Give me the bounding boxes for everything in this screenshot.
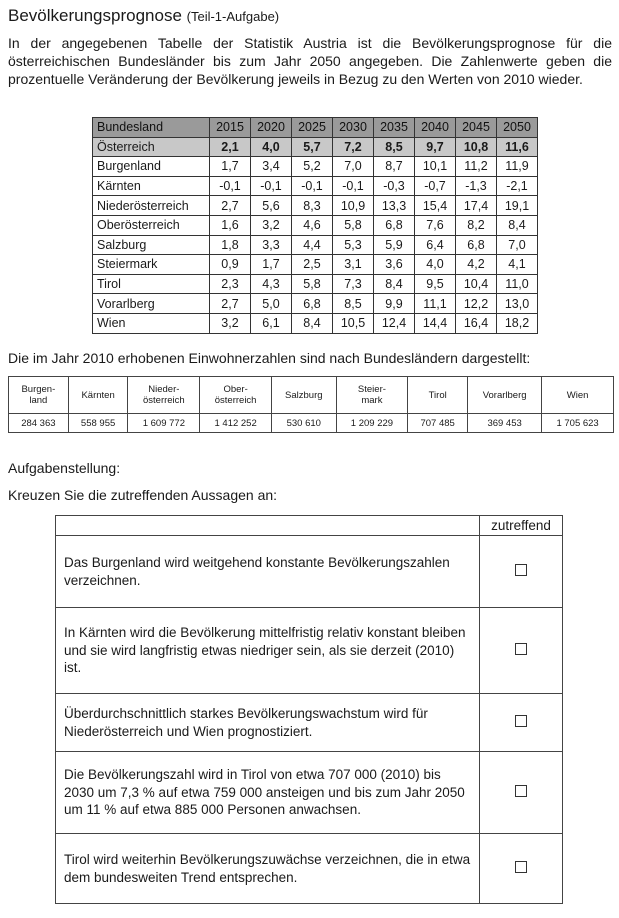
region-name: Burgenland xyxy=(93,157,210,177)
percent-change-cell: 9,9 xyxy=(374,294,415,314)
percent-change-cell: -0,1 xyxy=(210,176,251,196)
percent-change-cell: -0,1 xyxy=(292,176,333,196)
percent-change-cell: 4,0 xyxy=(251,137,292,157)
percent-change-cell: -0,1 xyxy=(333,176,374,196)
population-table xyxy=(8,376,614,433)
population-header-text: Steier- xyxy=(357,384,386,395)
percent-change-cell: 4,3 xyxy=(251,274,292,294)
population-header-text: Ober- xyxy=(223,384,248,395)
population-header xyxy=(272,377,337,414)
percent-change-cell: 8,5 xyxy=(333,294,374,314)
percent-change-cell: 2,7 xyxy=(210,196,251,216)
population-header xyxy=(200,377,272,414)
header-bundesland: Bundesland xyxy=(93,118,210,138)
table-row xyxy=(93,255,538,275)
percent-change-cell: 10,5 xyxy=(333,313,374,333)
percent-change-cell: 11,9 xyxy=(497,157,538,177)
table-row xyxy=(93,235,538,255)
population-header xyxy=(542,377,614,414)
statement-row xyxy=(56,608,563,694)
statement-text: Überdurchschnittlich starkes Bevölkerungswachstum wird für Niederösterreich und Wien prognostiziert. xyxy=(56,694,480,752)
population-header-text: Vorarlberg xyxy=(482,389,527,401)
checkbox-cell xyxy=(480,752,563,834)
percent-change-cell: 7,6 xyxy=(415,215,456,235)
percent-change-cell: 11,0 xyxy=(497,274,538,294)
region-name: Oberösterreich xyxy=(93,215,210,235)
population-header-text: österreich xyxy=(214,395,257,406)
table-row xyxy=(93,274,538,294)
percent-change-cell: -0,7 xyxy=(415,176,456,196)
percent-change-cell: 11,1 xyxy=(415,294,456,314)
percent-change-cell: 10,4 xyxy=(456,274,497,294)
statements-header-row xyxy=(56,516,563,536)
percent-change-cell: 5,0 xyxy=(251,294,292,314)
percent-change-cell: 5,9 xyxy=(374,235,415,255)
header-year: 2040 xyxy=(415,118,456,138)
statement-text: In Kärnten wird die Bevölkerung mittelfristig relativ konstant bleiben und sie wird langfristig etwas niedriger sein, als sie derzeit (2010) ist. xyxy=(56,608,480,694)
percent-change-cell: 9,5 xyxy=(415,274,456,294)
percent-change-cell: 8,4 xyxy=(374,274,415,294)
percent-change-cell: 8,4 xyxy=(292,313,333,333)
percent-change-cell: 15,4 xyxy=(415,196,456,216)
statement-row xyxy=(56,752,563,834)
percent-change-cell: 10,9 xyxy=(333,196,374,216)
region-name: Vorarlberg xyxy=(93,294,210,314)
population-header xyxy=(9,377,69,414)
percent-change-cell: 7,0 xyxy=(333,157,374,177)
percent-change-cell: 18,2 xyxy=(497,313,538,333)
statements-header-blank xyxy=(56,516,480,536)
percent-change-cell: 8,4 xyxy=(497,215,538,235)
percent-change-cell: 11,6 xyxy=(497,137,538,157)
percent-change-cell: 5,8 xyxy=(292,274,333,294)
statement-text: Das Burgenland wird weitgehend konstante Bevölkerungszahlen verzeichnen. xyxy=(56,536,480,608)
percent-change-cell: 17,4 xyxy=(456,196,497,216)
statement-checkbox[interactable] xyxy=(515,643,527,655)
population-value: 369 453 xyxy=(468,414,542,433)
percent-change-cell: 1,8 xyxy=(210,235,251,255)
percent-change-cell: 4,1 xyxy=(497,255,538,275)
percent-change-cell: 6,1 xyxy=(251,313,292,333)
percent-change-cell: 4,6 xyxy=(292,215,333,235)
page-title xyxy=(8,6,279,26)
population-header-text: mark xyxy=(361,395,383,406)
population-value: 1 412 252 xyxy=(200,414,272,433)
table-row xyxy=(93,215,538,235)
percent-change-cell: 11,2 xyxy=(456,157,497,177)
population-value: 284 363 xyxy=(9,414,69,433)
percent-change-cell: 8,7 xyxy=(374,157,415,177)
title-subtitle: (Teil-1-Aufgabe) xyxy=(186,9,280,24)
table-row xyxy=(93,294,538,314)
percent-change-cell: 5,7 xyxy=(292,137,333,157)
percent-change-cell: 7,3 xyxy=(333,274,374,294)
statement-text: Tirol wird weiterhin Bevölkerungszuwächse verzeichnen, die in etwa dem bundesweiten Trend entsprechen. xyxy=(56,834,480,904)
region-name: Tirol xyxy=(93,274,210,294)
header-year: 2035 xyxy=(374,118,415,138)
percent-change-cell: 2,1 xyxy=(210,137,251,157)
intro-text: In der angegebenen Tabelle der Statistik Austria ist die Bevölkerungsprognose für die österreichischen Bundesländer bis zum Jahr 2050 angegeben. Die Zahlenwerte geben die prozentuelle Veränderung der Bevölkerung jeweils in Bezug zu den Werten von 2010 wieder. xyxy=(8,35,612,87)
percent-change-cell: 10,1 xyxy=(415,157,456,177)
percent-change-cell: 19,1 xyxy=(497,196,538,216)
table-row xyxy=(93,313,538,333)
percent-change-cell: 12,2 xyxy=(456,294,497,314)
percent-change-cell: -0,1 xyxy=(251,176,292,196)
percent-change-cell: 16,4 xyxy=(456,313,497,333)
population-header-text: Kärnten xyxy=(81,389,115,401)
statement-checkbox[interactable] xyxy=(515,564,527,576)
population-header-row xyxy=(9,377,614,414)
population-value: 530 610 xyxy=(272,414,337,433)
percent-change-cell: 4,4 xyxy=(292,235,333,255)
region-name: Wien xyxy=(93,313,210,333)
task-heading: Aufgabenstellung: xyxy=(8,460,121,476)
population-header xyxy=(128,377,200,414)
table-row xyxy=(93,196,538,216)
percent-change-cell: 3,4 xyxy=(251,157,292,177)
checkbox-cell xyxy=(480,536,563,608)
percent-change-cell: 3,2 xyxy=(210,313,251,333)
population-header-text: österreich xyxy=(142,395,185,406)
statement-row xyxy=(56,834,563,904)
population-value: 558 955 xyxy=(68,414,128,433)
prognosis-header-row xyxy=(93,118,538,138)
region-name: Steiermark xyxy=(93,255,210,275)
percent-change-cell: 8,3 xyxy=(292,196,333,216)
percent-change-cell: 4,2 xyxy=(456,255,497,275)
percent-change-cell: -2,1 xyxy=(497,176,538,196)
percent-change-cell: 2,5 xyxy=(292,255,333,275)
header-year: 2045 xyxy=(456,118,497,138)
percent-change-cell: 14,4 xyxy=(415,313,456,333)
header-year: 2015 xyxy=(210,118,251,138)
table-row xyxy=(93,176,538,196)
statement-checkbox[interactable] xyxy=(515,861,527,873)
table-row xyxy=(93,137,538,157)
percent-change-cell: 6,8 xyxy=(292,294,333,314)
checkbox-cell xyxy=(480,608,563,694)
percent-change-cell: 10,8 xyxy=(456,137,497,157)
population-value-row xyxy=(9,414,614,433)
percent-change-cell: 0,9 xyxy=(210,255,251,275)
check-header: zutreffend xyxy=(480,516,563,536)
checkbox-cell xyxy=(480,834,563,904)
population-header-text: Nieder- xyxy=(148,384,180,395)
percent-change-cell: 3,3 xyxy=(251,235,292,255)
percent-change-cell: 5,6 xyxy=(251,196,292,216)
percent-change-cell: 8,2 xyxy=(456,215,497,235)
percent-change-cell: 5,3 xyxy=(333,235,374,255)
percent-change-cell: 6,8 xyxy=(456,235,497,255)
percent-change-cell: 8,5 xyxy=(374,137,415,157)
statement-text: Die Bevölkerungszahl wird in Tirol von etwa 707 000 (2010) bis 2030 um 7,3 % auf etwa 759 000 ansteigen und bis zum Jahr 2050 um 11 % auf etwa 885 000 Personen anwachsen. xyxy=(56,752,480,834)
population-header xyxy=(408,377,468,414)
population-value: 707 485 xyxy=(408,414,468,433)
percent-change-cell: 2,3 xyxy=(210,274,251,294)
percent-change-cell: 12,4 xyxy=(374,313,415,333)
population-value: 1 609 772 xyxy=(128,414,200,433)
percent-change-cell: 3,2 xyxy=(251,215,292,235)
population-header-text: land xyxy=(29,395,48,406)
percent-change-cell: -1,3 xyxy=(456,176,497,196)
header-year: 2050 xyxy=(497,118,538,138)
header-year: 2020 xyxy=(251,118,292,138)
percent-change-cell: -0,3 xyxy=(374,176,415,196)
percent-change-cell: 9,7 xyxy=(415,137,456,157)
region-name: Salzburg xyxy=(93,235,210,255)
task-instruction: Kreuzen Sie die zutreffenden Aussagen an: xyxy=(8,487,278,503)
population-header-text: Salzburg xyxy=(285,389,323,401)
statement-row xyxy=(56,694,563,752)
header-year: 2030 xyxy=(333,118,374,138)
percent-change-cell: 4,0 xyxy=(415,255,456,275)
region-name: Kärnten xyxy=(93,176,210,196)
percent-change-cell: 13,3 xyxy=(374,196,415,216)
statements-table xyxy=(55,515,563,904)
region-name: Österreich xyxy=(93,137,210,157)
prognosis-table xyxy=(92,117,538,334)
percent-change-cell: 13,0 xyxy=(497,294,538,314)
population-header-text: Wien xyxy=(566,389,589,401)
percent-change-cell: 6,8 xyxy=(374,215,415,235)
percent-change-cell: 5,2 xyxy=(292,157,333,177)
population-header-text: Tirol xyxy=(428,389,447,401)
population-header xyxy=(68,377,128,414)
percent-change-cell: 2,7 xyxy=(210,294,251,314)
title-text: Bevölkerungsprognose xyxy=(8,6,182,25)
population-intro: Die im Jahr 2010 erhobenen Einwohnerzahlen sind nach Bundesländern dargestellt: xyxy=(8,350,531,366)
population-value: 1 705 623 xyxy=(542,414,614,433)
percent-change-cell: 1,7 xyxy=(251,255,292,275)
percent-change-cell: 6,4 xyxy=(415,235,456,255)
statement-row xyxy=(56,536,563,608)
population-header xyxy=(468,377,542,414)
percent-change-cell: 5,8 xyxy=(333,215,374,235)
table-row xyxy=(93,157,538,177)
percent-change-cell: 3,6 xyxy=(374,255,415,275)
percent-change-cell: 3,1 xyxy=(333,255,374,275)
population-value: 1 209 229 xyxy=(336,414,408,433)
percent-change-cell: 1,6 xyxy=(210,215,251,235)
percent-change-cell: 7,0 xyxy=(497,235,538,255)
population-header xyxy=(336,377,408,414)
percent-change-cell: 1,7 xyxy=(210,157,251,177)
statement-checkbox[interactable] xyxy=(515,785,527,797)
region-name: Niederösterreich xyxy=(93,196,210,216)
population-header-text: Burgen- xyxy=(21,384,56,395)
percent-change-cell: 7,2 xyxy=(333,137,374,157)
checkbox-cell xyxy=(480,694,563,752)
header-year: 2025 xyxy=(292,118,333,138)
statement-checkbox[interactable] xyxy=(515,715,527,727)
